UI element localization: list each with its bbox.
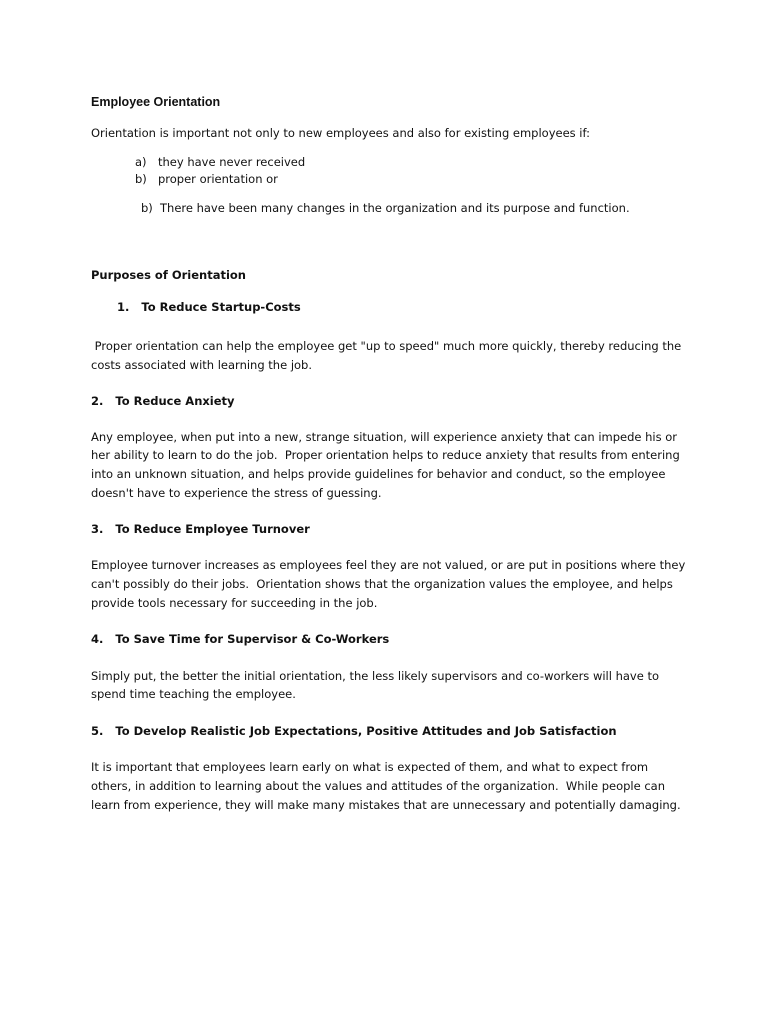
section-line: can't possibly do their jobs. Orientation shows that the organization values the employee, and helps [91, 577, 673, 591]
section-line: Any employee, when put into a new, strange situation, will experience anxiety that can impede his or [91, 430, 678, 444]
section-heading: 4. To Save Time for Supervisor & Co-Workers [91, 632, 390, 646]
section-line: Employee turnover increases as employees feel they are not valued, or are put in positions where they [91, 558, 686, 572]
section-line: Proper orientation can help the employee get "up to speed" much more quickly, thereby reducing the [91, 339, 682, 353]
section-heading: 3. To Reduce Employee Turnover [91, 522, 310, 536]
list-item: proper orientation or [158, 172, 278, 186]
list-item-marker: a) [135, 155, 147, 169]
section-line: Simply put, the better the initial orientation, the less likely supervisors and co-workers will have to [91, 669, 660, 683]
section-line: into an unknown situation, and helps provide guidelines for behavior and conduct, so the employee [91, 467, 666, 481]
intro-paragraph: Orientation is important not only to new employees and also for existing employees if: [91, 126, 591, 140]
section-heading: 5. To Develop Realistic Job Expectations, Positive Attitudes and Job Satisfaction [91, 724, 617, 738]
list-item-marker: b) [135, 172, 147, 186]
section-line: spend time teaching the employee. [91, 687, 296, 701]
section-line: her ability to learn to do the job. Proper orientation helps to reduce anxiety that results from entering [91, 448, 680, 462]
section-line: learn from experience, they will make many mistakes that are unnecessary and potentially damaging. [91, 798, 681, 812]
section-line: others, in addition to learning about the values and attitudes of the organization. While people can [91, 779, 665, 793]
list-item: There have been many changes in the organization and its purpose and function. [160, 201, 630, 215]
section-heading: 1. To Reduce Startup-Costs [117, 300, 301, 314]
document-title: Employee Orientation [91, 95, 221, 109]
section-heading: 2. To Reduce Anxiety [91, 394, 235, 408]
list-item-marker: b) [141, 201, 153, 215]
section-line: costs associated with learning the job. [91, 358, 313, 372]
section-line: It is important that employees learn early on what is expected of them, and what to expect from [91, 760, 649, 774]
section-line: doesn't have to experience the stress of guessing. [91, 486, 382, 500]
purposes-heading: Purposes of Orientation [91, 268, 246, 282]
section-line: provide tools necessary for succeeding in the job. [91, 596, 378, 610]
list-item: they have never received [158, 155, 306, 169]
